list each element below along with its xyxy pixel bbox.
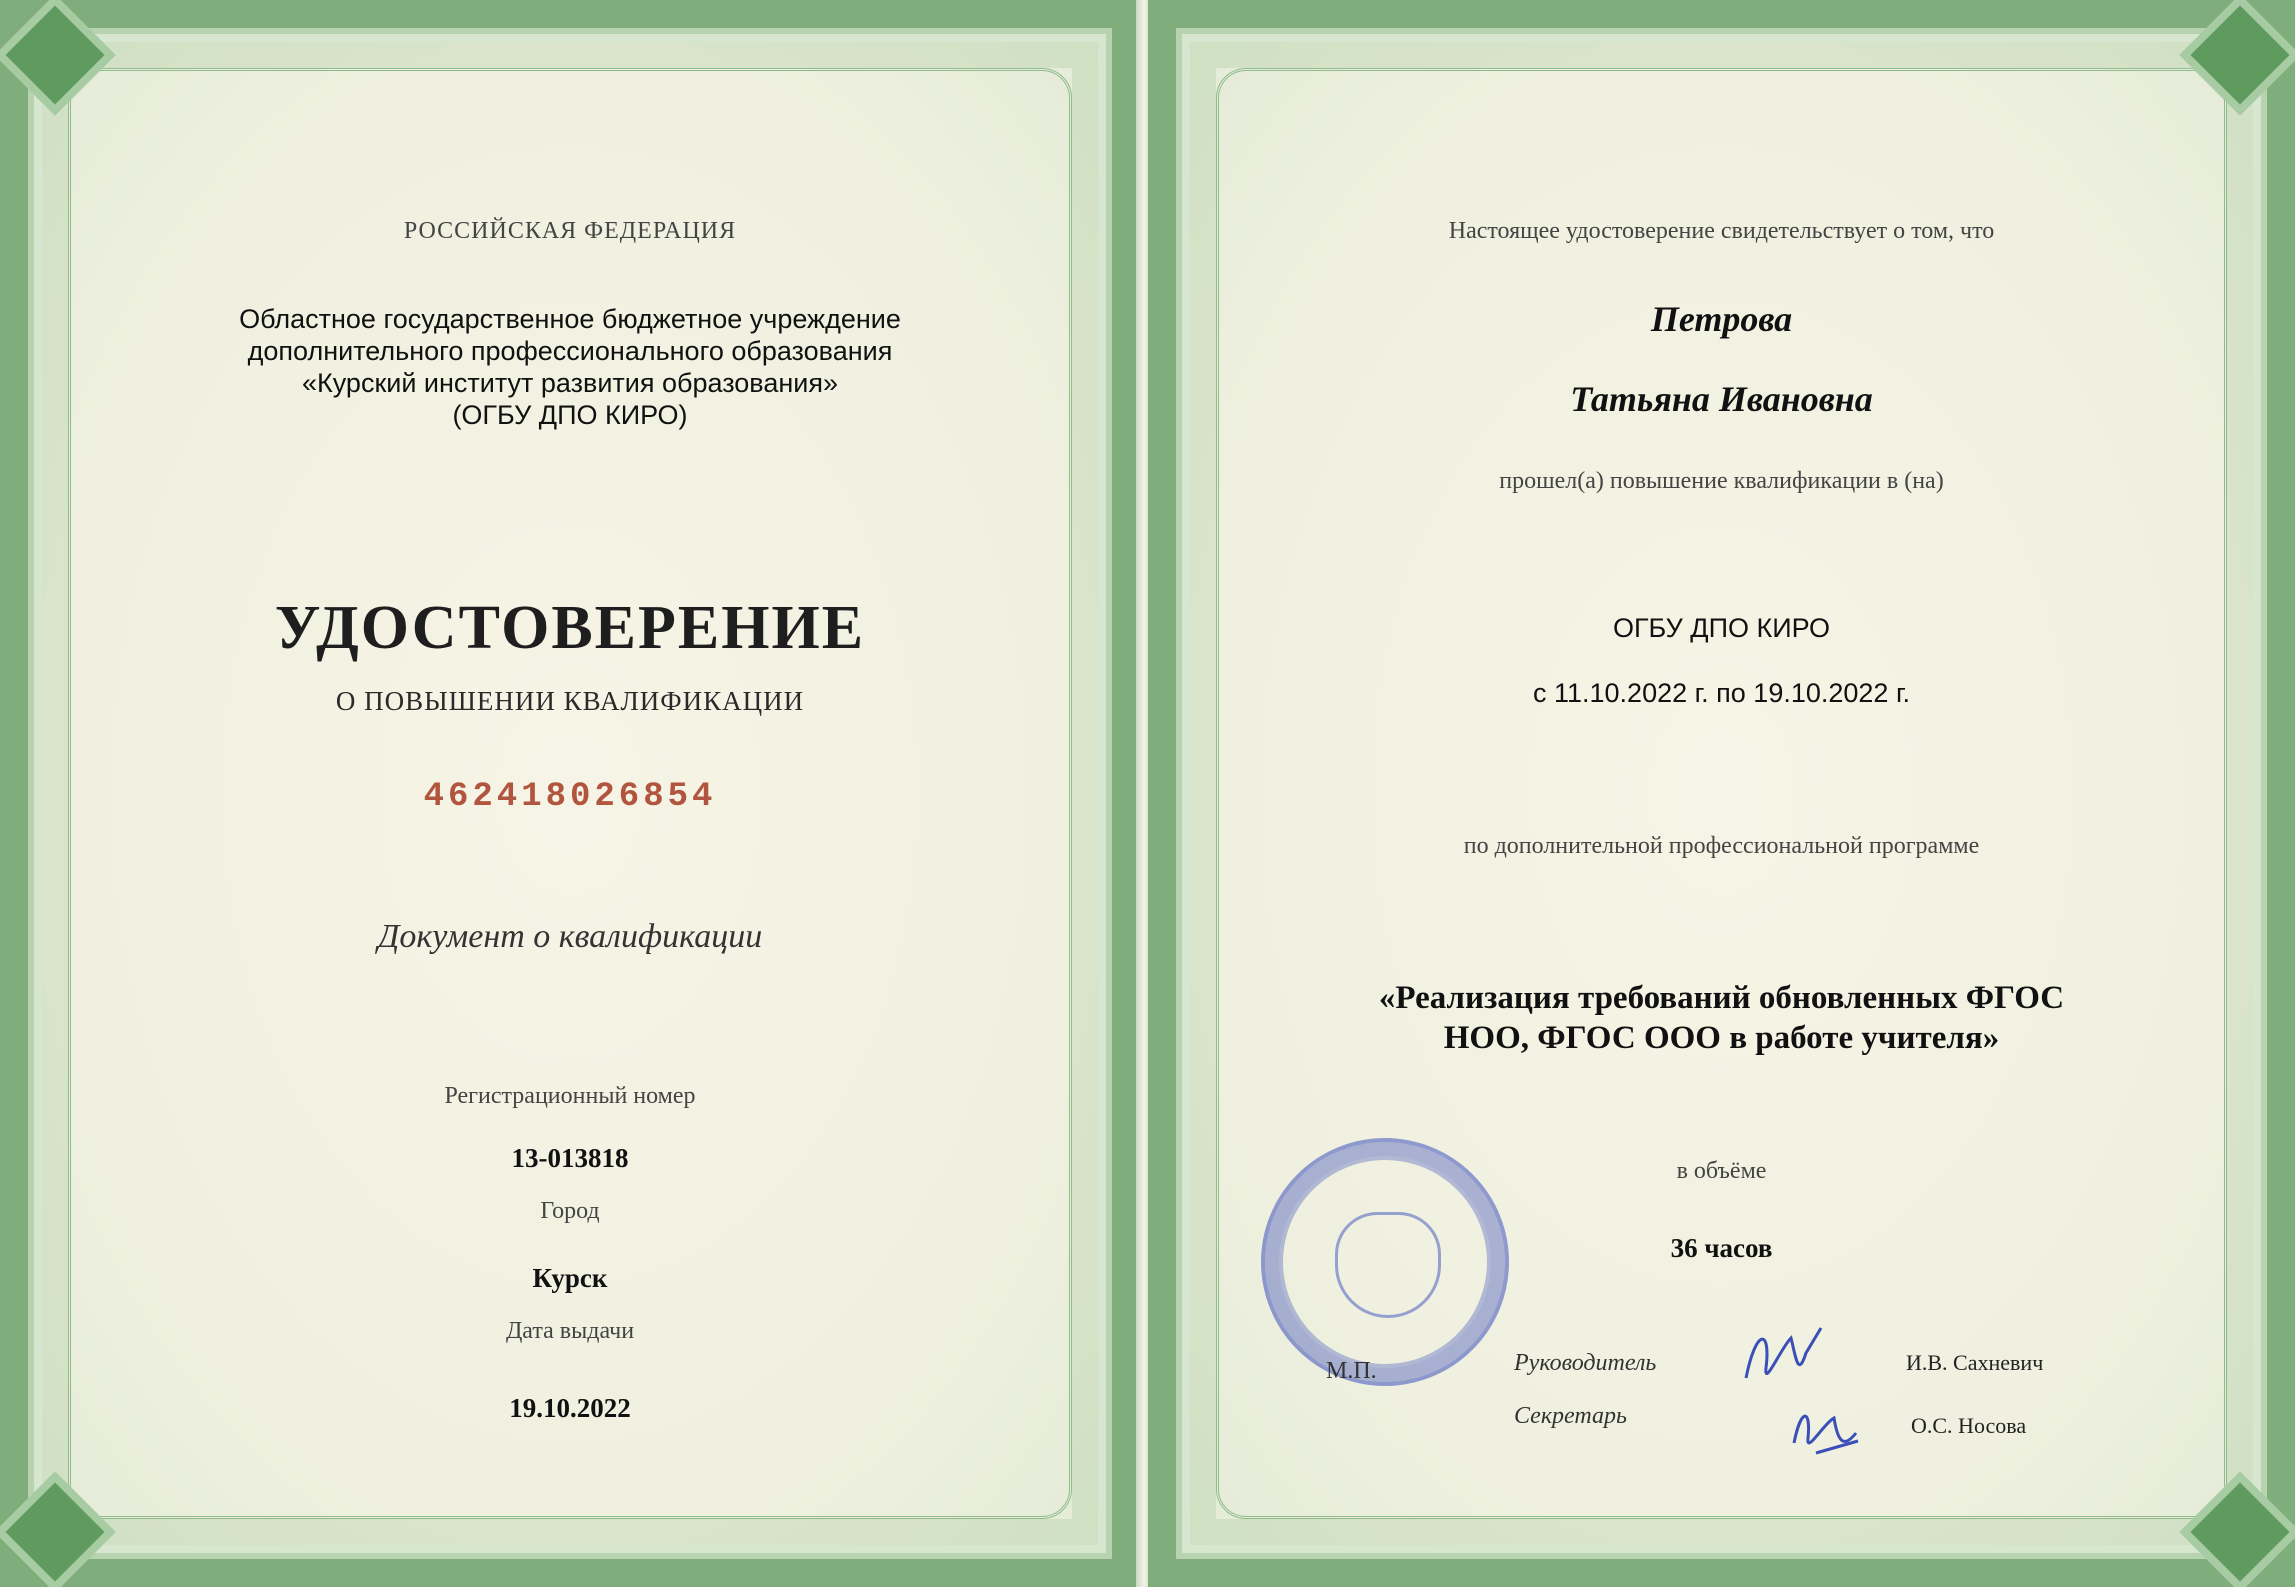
city-value: Курск	[532, 1263, 608, 1293]
document-title: УДОСТОВЕРЕНИЕ	[274, 594, 866, 662]
coat-of-arms-icon	[1335, 1212, 1441, 1318]
training-period: с 11.10.2022 г. по 19.10.2022 г.	[1532, 678, 1910, 708]
registration-label: Регистрационный номер	[444, 1083, 696, 1109]
official-seal	[1261, 1138, 1509, 1386]
organization-line-2: дополнительного профессионального образования	[247, 336, 893, 366]
issue-date: 19.10.2022	[509, 1393, 631, 1423]
organization-line-4: (ОГБУ ДПО КИРО)	[452, 400, 688, 430]
registration-number: 13-013818	[511, 1143, 629, 1173]
holder-surname: Петрова	[1650, 299, 1793, 339]
passed-text: прошел(а) повышение квалификации в (на)	[1499, 468, 1944, 494]
serial-number: 462418026854	[423, 778, 717, 816]
program-title-line-2: НОО, ФГОС ООО в работе учителя»	[1443, 1020, 2000, 1056]
volume-label: в объёме	[1676, 1158, 1767, 1184]
head-signature	[1736, 1318, 1826, 1398]
holder-given-names: Татьяна Ивановна	[1570, 379, 1873, 419]
issue-date-label: Дата выдачи	[505, 1318, 635, 1344]
secretary-signature	[1786, 1393, 1866, 1463]
right-page	[1148, 0, 2295, 1587]
organization-line-1: Областное государственное бюджетное учреждение	[239, 304, 901, 334]
left-page	[0, 0, 1140, 1587]
document-type: Документ о квалификации	[377, 918, 763, 955]
seal-place-label: М.П.	[1326, 1358, 1377, 1384]
secretary-name: О.С. Носова	[1911, 1413, 2027, 1438]
head-name: И.В. Сахневич	[1906, 1350, 2044, 1375]
program-intro: по дополнительной профессиональной программе	[1463, 833, 1980, 859]
institution-name: ОГБУ ДПО КИРО	[1612, 613, 1831, 643]
city-label: Город	[540, 1198, 600, 1224]
secretary-label: Секретарь	[1514, 1403, 1627, 1429]
organization-line-3: «Курский институт развития образования»	[301, 368, 838, 398]
document-subtitle: О ПОВЫШЕНИИ КВАЛИФИКАЦИИ	[335, 686, 805, 716]
intro-text: Настоящее удостоверение свидетельствует о том, что	[1448, 218, 1995, 244]
volume-value: 36 часов	[1670, 1233, 1773, 1263]
program-title-line-1: «Реализация требований обновленных ФГОС	[1378, 980, 2065, 1016]
head-label: Руководитель	[1514, 1350, 1657, 1376]
country-name: РОССИЙСКАЯ ФЕДЕРАЦИЯ	[403, 218, 737, 244]
